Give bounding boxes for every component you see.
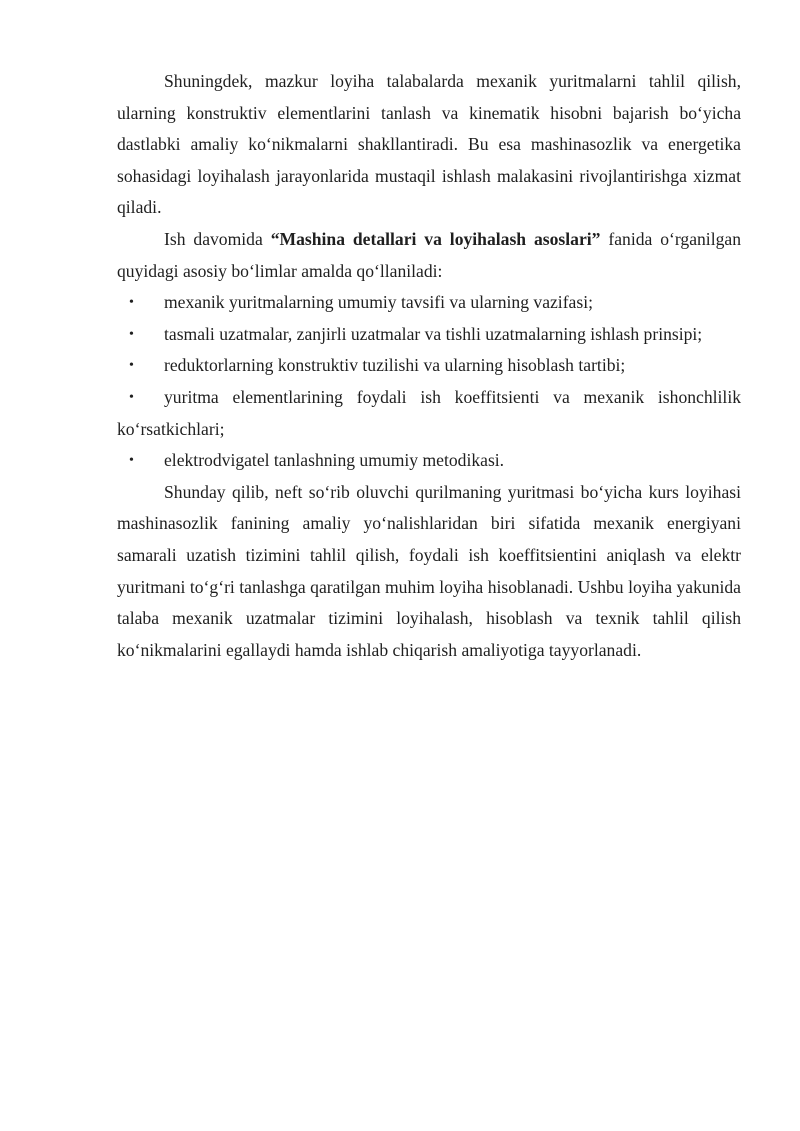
list-item bbox=[117, 445, 741, 477]
list-item-text: reduktorlarning konstruktiv tuzilishi va ularning hisoblash tartibi; bbox=[164, 355, 626, 376]
bullet-icon: • bbox=[129, 358, 134, 374]
list-item bbox=[117, 382, 741, 445]
list-item bbox=[117, 350, 741, 382]
list-item bbox=[117, 287, 741, 319]
list-item-text: yuritma elementlarining foydali ish koeffitsienti va mexanik ishonchlilik ko‘rsatkichlari; bbox=[117, 386, 741, 439]
document-page bbox=[117, 66, 741, 666]
list-item-text: tasmali uzatmalar, zanjirli uzatmalar va tishli uzatmalarning ishlash prinsipi; bbox=[164, 323, 703, 344]
paragraph-sections-intro bbox=[117, 224, 741, 287]
bullet-icon: • bbox=[129, 453, 134, 469]
sections-intro-lead: Ish davomida bbox=[164, 228, 271, 249]
bullet-icon: • bbox=[129, 326, 134, 342]
list-item-text: elektrodvigatel tanlashning umumiy metodikasi. bbox=[164, 450, 505, 471]
paragraph-conclusion: Shunday qilib, neft so‘rib oluvchi qurilmaning yuritmasi bo‘yicha kurs loyihasi mashinasozlik fanining amaliy yo‘nalishlaridan biri sifatida mexanik energiyani samarali uzatish tizimini tahlil qilish, foydali ish koeffitsientini aniqlash va elektr yuritmani to‘g‘ri tanlashga qaratilgan muhim loyiha hisoblanadi. Ushbu loyiha yakunida talaba mexanik uzatmalar tizimini loyihalash, hisoblash va texnik tahlil qilish ko‘nikmalarini egallaydi hamda ishlab chiqarish amaliyotiga tayyorlanadi. bbox=[117, 481, 741, 660]
sections-intro-tail: fanida o‘rganilgan quyidagi asosiy bo‘limlar amalda qo‘llaniladi: bbox=[117, 228, 741, 281]
sections-list bbox=[117, 287, 741, 477]
course-title-bold: “Mashina detallari va loyihalash asoslari” bbox=[270, 228, 601, 249]
list-item-text: mexanik yuritmalarning umumiy tavsifi va ularning vazifasi; bbox=[164, 292, 593, 313]
bullet-icon: • bbox=[129, 295, 134, 311]
list-item bbox=[117, 319, 741, 351]
bullet-icon: • bbox=[129, 389, 134, 405]
paragraph-intro: Shuningdek, mazkur loyiha talabalarda mexanik yuritmalarni tahlil qilish, ularning konstruktiv elementlarini tanlash va kinematik hisobni bajarish bo‘yicha dastlabki amaliy ko‘nikmalarni shakllantiradi. Bu esa mashinasozlik va energetika sohasidagi loyihalash jarayonlarida mustaqil ishlash malakasini rivojlantirishga xizmat qiladi. bbox=[117, 71, 741, 218]
